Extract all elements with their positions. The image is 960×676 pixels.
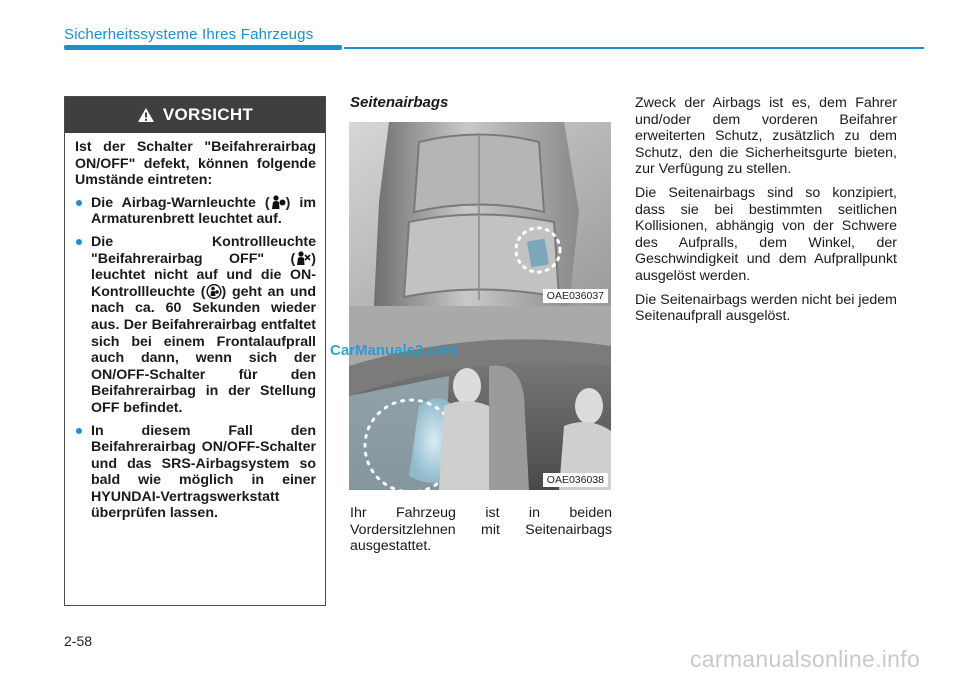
paragraph-2: Die Seitenairbags sind so konzipiert, dass sie bei bestimmten seitlichen Kollisionen, abhängig von der Schwere des Aufpralls, dem Winkel, der Geschwindigkeit und dem Aufprallpunkt ausgelöst werden. xyxy=(635,184,897,284)
caution-bullet-3: In diesem Fall den Beifahrerairbag ON/OFF-Schalter und das SRS-Airbagsystem so bald wie möglich in einer HYUNDAI-Vertragswerkstatt überprüfen lassen. xyxy=(75,423,316,523)
header-rule xyxy=(344,47,924,49)
section-title-underline xyxy=(64,45,342,50)
image-code-2: OAE036038 xyxy=(543,473,608,487)
paragraph-3: Die Seitenairbags werden nicht bei jedem Seitenaufprall ausgelöst. xyxy=(635,291,897,325)
paragraph-1: Zweck der Airbags ist es, dem Fahrer und/oder dem vorderen Beifahrer erweiterten Schutz, zusätzlich zu dem Schutz, den die Sicherheitsgurte bieten, zur Verfügung zu stellen. xyxy=(635,95,897,178)
passenger-airbag-off-icon xyxy=(295,251,311,266)
caution-intro: Ist der Schalter "Beifahrerairbag ON/OFF" defekt, können folgende Umstände eintreten: xyxy=(75,139,316,189)
cabin-illustration xyxy=(349,306,611,490)
watermark-carmanualsonline: carmanualsonline.info xyxy=(690,646,921,672)
watermark-carmanuals2: CarManuals2.com xyxy=(330,342,459,359)
section-title: Sicherheitssysteme Ihres Fahrzeugs xyxy=(64,26,314,43)
page-number: 2-58 xyxy=(64,633,93,649)
airbag-description xyxy=(635,95,897,332)
image-code-1: OAE036037 xyxy=(543,289,608,303)
caution-list xyxy=(75,195,316,522)
caution-body xyxy=(65,133,325,522)
side-airbags-text: Ihr Fahrzeug ist in beiden Vordersitzlehnen mit Seitenairbags ausgestattet. xyxy=(350,505,612,555)
side-airbag-deployment-photo xyxy=(349,306,611,490)
caution-box xyxy=(64,96,326,606)
seat-airbag-photo xyxy=(349,122,611,306)
caution-header xyxy=(65,97,325,133)
caution-bullet-2: Die Kontrollleuchte "Beifahrerairbag OFF" ( ) leuchtet nicht auf und die ON-Kontrollleuchte ( ) geht an und nach ca. 60 Sekunden wieder aus. Der Beifahrerairbag entfaltet sich bei einem Frontalaufprall auch dann, wenn sich der ON/OFF-Schalter für den Beifahrerairbag in der Stellung OFF befindet. xyxy=(75,234,316,417)
seat-illustration xyxy=(349,122,611,306)
side-airbags-heading: Seitenairbags xyxy=(350,94,449,111)
passenger-airbag-on-icon xyxy=(206,284,222,299)
warning-triangle-icon xyxy=(137,107,155,123)
airbag-warning-icon xyxy=(270,195,286,210)
caution-heading: VORSICHT xyxy=(162,105,254,124)
caution-bullet-1: Die Airbag-Warnleuchte ( ) im Armaturenbrett leuchtet auf. xyxy=(75,195,316,228)
